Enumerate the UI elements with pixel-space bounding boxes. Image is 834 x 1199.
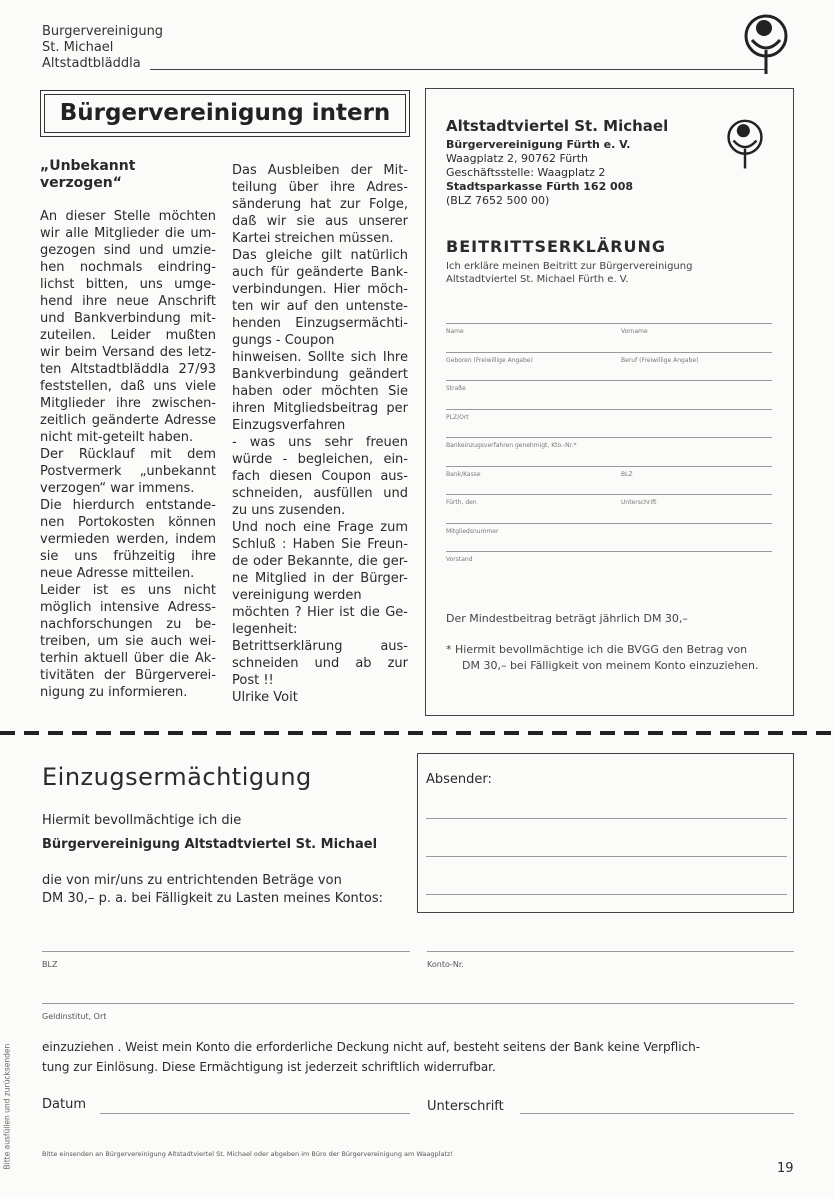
article-line: legenheit:: [232, 622, 298, 637]
article-column-1: [40, 208, 216, 701]
article-title: Bürgervereinigung intern: [44, 94, 406, 133]
article-line: Bankverbindung geändert: [232, 367, 408, 382]
form-title: BEITRITTSERKLÄRUNG: [446, 237, 667, 256]
article-line: Die hierdurch entstande-: [40, 498, 216, 513]
authorization-text: * Hiermit bevollmächtige ich die BVGG den Betrag von: [446, 643, 748, 656]
article-line: ihren Mitgliedsbeitrag per: [232, 401, 408, 416]
article-line: Kartei streichen müssen.: [232, 231, 394, 246]
conditions-line: einzuziehen . Weist mein Konto die erforderliche Deckung nicht auf, besteht seitens der Bank keine Verpflich-: [42, 1040, 701, 1054]
form-intro: Ich erkläre meinen Beitritt zur Bürgervereinigung: [446, 261, 693, 272]
form-intro: Altstadtviertel St. Michael Fürth e. V.: [446, 274, 629, 285]
article-line: schneiden, ausfüllen und: [232, 486, 408, 501]
article-line: de oder Bekannte, die ger-: [232, 554, 408, 569]
form-field-line[interactable]: [446, 409, 772, 410]
subheading-line: verzogen“: [40, 175, 122, 191]
org-blz: (BLZ 7652 500 00): [446, 194, 550, 207]
form-field-label: Vorname: [621, 328, 648, 335]
org-bank: Stadtsparkasse Fürth 162 008: [446, 180, 634, 193]
article-line: terhin aktuell über die Ak-: [40, 651, 216, 666]
article-line: zu uns zusenden.: [232, 503, 346, 518]
article-line: wir beim Versand des letz-: [40, 345, 216, 360]
form-field-label: Mitgliedsnummer: [446, 527, 499, 535]
org-subname: Bürgervereinigung Fürth e. V.: [446, 138, 631, 151]
form-field-label: Straße: [446, 385, 466, 392]
signature-label: Unterschrift: [427, 1099, 504, 1114]
subheading-line: „Unbekannt: [40, 158, 136, 174]
form-field-label: Bank/Kasse: [446, 470, 481, 478]
article-line: Leider ist es uns nicht: [40, 583, 216, 598]
sender-box[interactable]: [417, 753, 794, 913]
article-line: Schluß : Haben Sie Freun-: [232, 537, 408, 552]
form-field-label: Geboren (Freiwillige Angabe): [446, 356, 533, 364]
header-masthead: [42, 24, 163, 72]
debit-title: Einzugsermächtigung: [42, 763, 312, 791]
form-field-label: BLZ: [621, 470, 633, 478]
article-line: Mitglieder ihre zwischen-: [40, 396, 216, 411]
article-line: ten Altstadtbläddla 27/93: [40, 362, 216, 377]
org-address: Waagplatz 2, 90762 Fürth: [446, 152, 588, 165]
article-subheading: [40, 158, 135, 192]
form-field-line[interactable]: [446, 494, 772, 495]
article-line: nigung zu informieren.: [40, 685, 188, 700]
article-line: teilung über ihre Adres-: [232, 180, 408, 195]
logo-icon: [722, 115, 768, 171]
conditions-line: tung zur Einlösung. Diese Ermächtigung ist jederzeit schriftlich widerrufbar.: [42, 1060, 496, 1074]
article-line: tivitäten der Bürgerverei-: [40, 668, 216, 683]
article-line: neue Adresse mitteilen.: [40, 566, 195, 581]
form-field-label: Unterschrift: [621, 499, 657, 506]
article-line: schneiden und ab zur: [232, 656, 408, 671]
debit-org: Bürgervereinigung Altstadtviertel St. Michael: [42, 837, 378, 852]
article-line: daß wir sie aus unserer: [232, 214, 408, 229]
logo-icon: [738, 10, 794, 76]
article-line: vermieden werden, indem: [40, 532, 216, 547]
article-line: vereinigung werden: [232, 588, 362, 603]
membership-form: [425, 88, 794, 716]
article-line: Das gleiche gilt natürlich: [232, 248, 408, 263]
cut-line: [0, 731, 834, 735]
form-field-label: Bankeinzugsverfahren genehmigt, Kto.-Nr.*: [446, 442, 577, 449]
article-line: möchten ? Hier ist die Ge-: [232, 605, 408, 620]
masthead-line: St. Michael: [42, 40, 114, 55]
form-field-label: PLZ/Ort: [446, 413, 469, 421]
article-line: sänderung hat zur Folge,: [232, 197, 408, 212]
article-line: An dieser Stelle möchten: [40, 209, 216, 224]
bank-field[interactable]: [42, 1003, 794, 1004]
masthead-line: Burgervereinigung: [42, 24, 164, 39]
article-line: haben oder möchten Sie: [232, 384, 408, 399]
sender-label: Absender:: [426, 772, 492, 787]
article-line: Der Rücklauf mit dem: [40, 447, 216, 462]
article-line: feststellen, daß uns viele: [40, 379, 216, 394]
article-column-2: [232, 162, 408, 706]
form-field-line[interactable]: [446, 437, 772, 438]
form-field-label: Fürth, den: [446, 499, 477, 506]
article-line: nicht mit-geteilt haben.: [40, 430, 194, 445]
article-line: nen Portokosten können: [40, 515, 216, 530]
debit-text: die von mir/uns zu entrichtenden Beträge von: [42, 873, 342, 888]
form-field-line[interactable]: [446, 523, 772, 524]
article-line: hen nochmals eindring-: [40, 260, 216, 275]
article-line: verzogen“ war immens.: [40, 481, 195, 496]
article-line: Ulrike Voit: [232, 690, 298, 705]
org-office: Geschäftsstelle: Waagplatz 2: [446, 166, 606, 179]
date-field[interactable]: [100, 1113, 410, 1114]
article-line: gezogen sind und umzie-: [40, 243, 216, 258]
article-line: lichst bitten, uns umge-: [40, 277, 216, 292]
footer-note: Bitte einsenden an Bürgervereinigung Altstadtviertel St. Michael oder abgeben im Büro der Bürgervereinigung am Waagplatz!: [42, 1150, 454, 1158]
form-field-line[interactable]: [446, 551, 772, 552]
article-line: verbindungen. Hier möch-: [232, 282, 408, 297]
form-field-line[interactable]: [446, 380, 772, 381]
debit-text: Hiermit bevollmächtige ich die: [42, 813, 242, 828]
blz-label: BLZ: [42, 960, 58, 969]
signature-field[interactable]: [520, 1113, 794, 1114]
article-line: Einzugsverfahren: [232, 418, 346, 433]
org-name: Altstadtviertel St. Michael: [446, 117, 669, 135]
article-line: Betrittserklärung aus-: [232, 639, 408, 654]
article-line: fach diesen Coupon aus-: [232, 469, 408, 484]
article-line: treiben, um sie auch wei-: [40, 634, 216, 649]
article-line: Das Ausbleiben der Mit-: [232, 163, 408, 178]
article-line: zeitlich geänderte Adresse: [40, 413, 216, 428]
article-line: Post !!: [232, 673, 274, 688]
authorization-text: DM 30,– bei Fälligkeit von meinem Konto einzuziehen.: [462, 659, 759, 672]
article-line: zuteilen. Leider mußten: [40, 328, 216, 343]
minimum-fee: Der Mindestbeitrag beträgt jährlich DM 30,–: [446, 612, 688, 625]
account-label: Konto-Nr.: [427, 960, 464, 969]
date-label: Datum: [42, 1097, 86, 1112]
article-line: hinweisen. Sollte sich Ihre: [232, 350, 408, 365]
article-line: henden Einzugsermächti-: [232, 316, 408, 331]
article-line: und Bankverbindung mit-: [40, 311, 216, 326]
article-line: ten wir auf den untenste-: [232, 299, 408, 314]
account-field[interactable]: [427, 951, 794, 952]
form-field-line[interactable]: [446, 466, 772, 467]
article-line: nachforschungen zu be-: [40, 617, 216, 632]
form-field-label: Vorstand: [446, 556, 473, 563]
article-line: möglich intensive Adress-: [40, 600, 216, 615]
article-title-box: [40, 90, 410, 137]
debit-conditions: [42, 1037, 700, 1077]
debit-text: DM 30,– p. a. bei Fälligkeit zu Lasten meines Kontos:: [42, 891, 383, 906]
article-line: - was uns sehr freuen: [232, 435, 408, 450]
form-field-label: Name: [446, 328, 464, 335]
masthead-line: Altstadtbläddla: [42, 56, 141, 71]
page-number: 19: [777, 1161, 794, 1176]
article-line: hend ihre neue Anschrift: [40, 294, 216, 309]
article-line: Postvermerk „unbekannt: [40, 464, 216, 479]
article-line: ne Mitglied in der Bürger-: [232, 571, 408, 586]
article-line: sie uns frühzeitig ihre: [40, 549, 216, 564]
form-field-line[interactable]: [446, 323, 772, 324]
article-line: gungs - Coupon: [232, 333, 335, 348]
article-line: auch für geänderte Bank-: [232, 265, 408, 280]
blz-field[interactable]: [42, 951, 410, 952]
form-field-line[interactable]: [446, 352, 772, 353]
header-rule: [150, 69, 765, 70]
form-field-label: Beruf (Freiwillige Angabe): [621, 356, 699, 364]
bank-label: Geldinstitut, Ort: [42, 1012, 107, 1021]
article-line: würde - begleichen, ein-: [232, 452, 408, 467]
side-note: Bitte ausfüllen und zurücksenden: [2, 1043, 12, 1170]
article-line: Und noch eine Frage zum: [232, 520, 408, 535]
article-line: wir alle Mitglieder die um-: [40, 226, 216, 241]
